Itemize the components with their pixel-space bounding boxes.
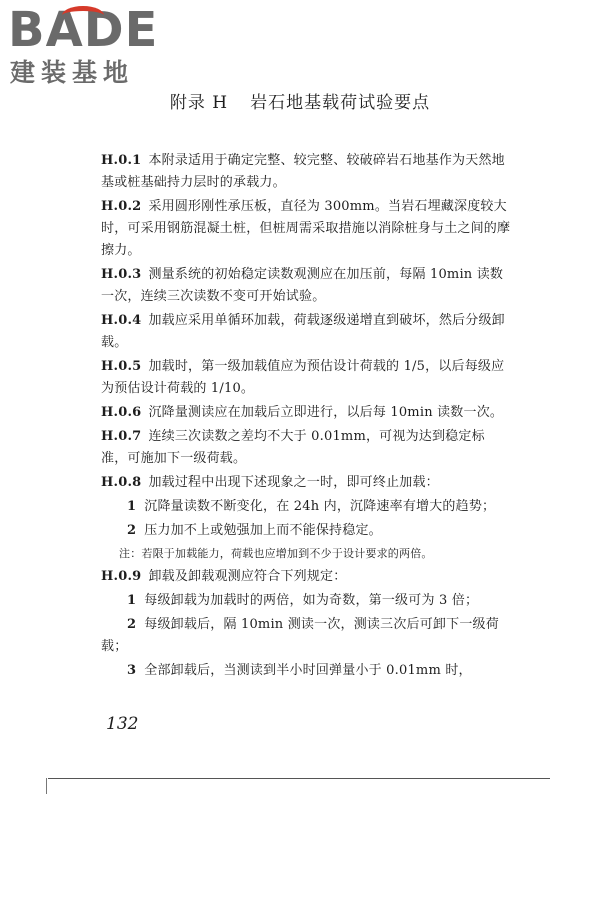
page-number: 132 <box>106 714 139 734</box>
item-text: 沉降量读数不断变化，在 24h 内，沉降速率有增大的趋势； <box>144 499 496 514</box>
section-text: 卸载及卸载观测应符合下列规定： <box>148 569 347 584</box>
section-h01 <box>101 150 511 194</box>
section-number: H.0.5 <box>101 359 142 374</box>
section-text: 沉降量测读应在加载后立即进行，以后每 10min 读数一次。 <box>148 405 504 420</box>
section-number: H.0.6 <box>101 405 142 420</box>
section-h09 <box>101 566 511 588</box>
section-text: 连续三次读数之差均不大于 0.01mm，可视为达到稳定标准，可施加下一级荷载。 <box>101 429 485 466</box>
section-number: H.0.7 <box>101 429 142 444</box>
footer-divider <box>48 778 550 779</box>
section-number: H.0.9 <box>101 569 142 584</box>
item-text: 全部卸载后，当测读到半小时回弹量小于 0.01mm 时， <box>144 663 472 678</box>
list-item <box>101 590 511 612</box>
section-number: H.0.8 <box>101 475 142 490</box>
section-h03 <box>101 264 511 308</box>
logo-subtitle: 建装基地 <box>10 58 135 87</box>
list-item <box>101 660 511 682</box>
section-number: H.0.1 <box>101 153 142 168</box>
note-text: 若限于加载能力，荷载也应增加到不少于设计要求的两倍。 <box>141 547 433 560</box>
item-text: 每级卸载为加载时的两倍，如为奇数，第一级可为 3 倍； <box>144 593 479 608</box>
section-text: 加载时，第一级加载值应为预估设计荷载的 1/5，以后每级应为预估设计荷载的 1/10。 <box>101 359 505 396</box>
bade-logo <box>8 4 183 90</box>
logo-swoosh-icon <box>62 6 104 25</box>
section-text: 本附录适用于确定完整、较完整、较破碎岩石地基作为天然地基或桩基础持力层时的承载力。 <box>101 153 505 190</box>
section-text: 加载过程中出现下述现象之一时，即可终止加载： <box>148 475 439 490</box>
section-h04 <box>101 310 511 354</box>
section-number: H.0.4 <box>101 313 142 328</box>
item-text: 每级卸载后，隔 10min 测读一次，测读三次后可卸下一级荷载； <box>101 617 499 654</box>
appendix-label: 附录 H <box>169 93 229 113</box>
appendix-heading: 岩石地基载荷试验要点 <box>250 93 431 113</box>
section-number: H.0.3 <box>101 267 142 282</box>
item-number: 2 <box>127 617 137 632</box>
note <box>101 544 511 564</box>
item-number: 2 <box>127 523 137 538</box>
section-h02 <box>101 196 511 262</box>
section-h08 <box>101 472 511 494</box>
item-number: 1 <box>127 593 137 608</box>
footer-divider-tick <box>46 778 47 794</box>
list-item <box>101 614 511 658</box>
item-number: 3 <box>127 663 137 678</box>
item-number: 1 <box>127 499 137 514</box>
section-h05 <box>101 356 511 400</box>
section-number: H.0.2 <box>101 199 142 214</box>
document-body <box>101 150 511 684</box>
section-text: 测量系统的初始稳定读数观测应在加压前，每隔 10min 读数一次，连续三次读数不变可开始试验。 <box>101 267 504 304</box>
appendix-title <box>0 92 600 114</box>
section-text: 加载应采用单循环加载，荷载逐级递增直到破坏，然后分级卸载。 <box>101 313 505 350</box>
section-text: 采用圆形刚性承压板，直径为 300mm。当岩石埋藏深度较大时，可采用钢筋混凝土桩，但桩周需采取措施以消除桩身与土之间的摩擦力。 <box>101 199 511 258</box>
note-label: 注： <box>119 547 142 560</box>
item-text: 压力加不上或勉强加上而不能保持稳定。 <box>144 523 382 538</box>
logo-word: BADE <box>8 2 159 58</box>
list-item <box>101 520 511 542</box>
section-h06 <box>101 402 511 424</box>
list-item <box>101 496 511 518</box>
section-h07 <box>101 426 511 470</box>
